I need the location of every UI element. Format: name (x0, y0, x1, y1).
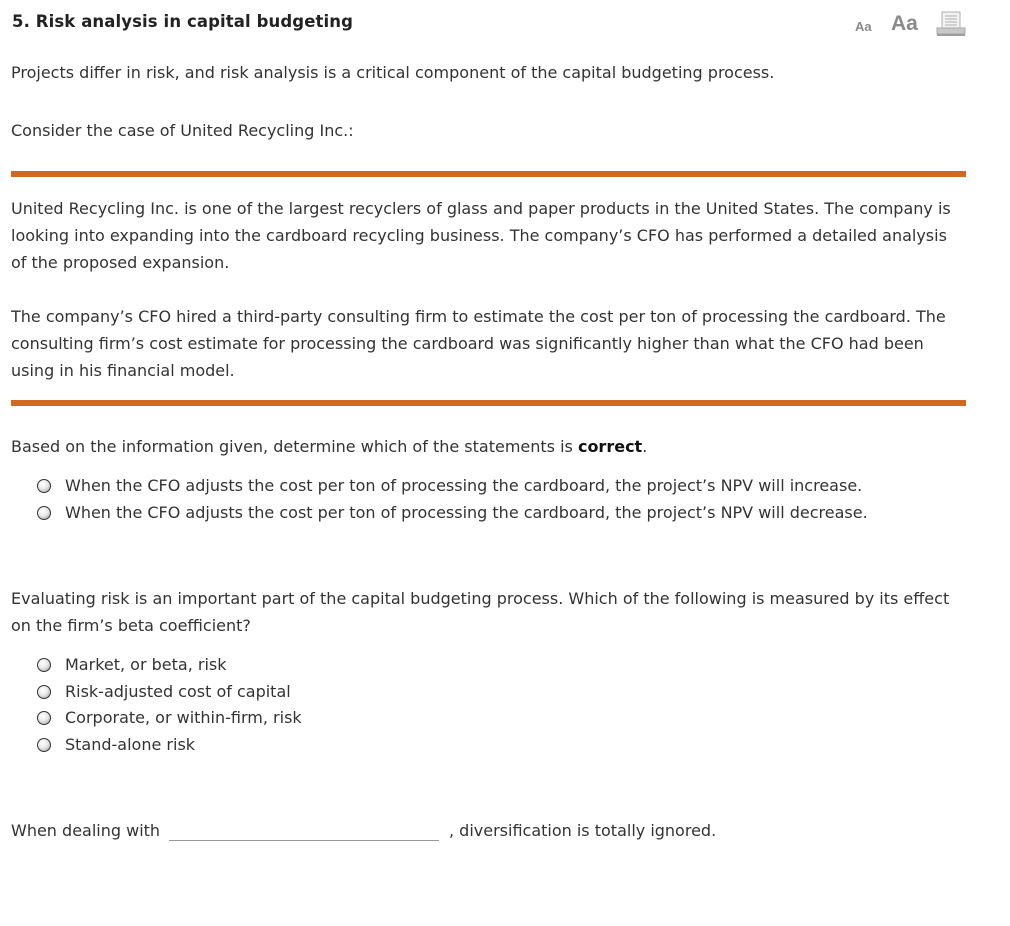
option-label: Stand-alone risk (65, 735, 196, 754)
question-2-prompt: Evaluating risk is an important part of the capital budgeting process. Which of the following is measured by its effect on the firm’s beta coefficient? (11, 589, 950, 635)
case-paragraph-1: United Recycling Inc. is one of the largest recyclers of glass and paper products in the United States. The company is looking into expanding into the cardboard recycling business. The company’s CFO has performed a detailed analysis of the proposed expansion. (11, 199, 951, 272)
q2-option-corporate-risk[interactable] (37, 708, 302, 728)
q1-option-increase[interactable] (37, 476, 862, 496)
font-size-increase-button[interactable]: Aa (891, 12, 918, 35)
blank-underline (169, 840, 439, 841)
question-1-prompt-end: . (642, 437, 648, 456)
question-1-prompt-text: Based on the information given, determine which of the statements is (11, 437, 578, 456)
option-label: When the CFO adjusts the cost per ton of processing the cardboard, the project’s NPV will increase. (65, 476, 863, 495)
question-1-prompt (11, 433, 963, 460)
question-1-emphasis: correct (577, 437, 643, 456)
divider-top (11, 171, 966, 177)
option-label: Risk-adjusted cost of capital (65, 682, 291, 701)
case-intro-text: Consider the case of United Recycling Inc.: (11, 121, 354, 140)
radio-button[interactable] (37, 685, 51, 699)
option-label: When the CFO adjusts the cost per ton of processing the cardboard, the project’s NPV will decrease. (65, 503, 868, 522)
case-paragraph-2: The company’s CFO hired a third-party consulting firm to estimate the cost per ton of processing the cardboard. The consulting firm’s cost estimate for processing the cardboard was significantly higher than what the CFO had been using in his financial model. (11, 307, 946, 380)
font-size-decrease-button[interactable]: Aa (855, 19, 872, 34)
q2-option-risk-adjusted[interactable] (37, 682, 291, 702)
radio-button[interactable] (37, 711, 51, 725)
print-icon[interactable] (936, 11, 966, 37)
intro-text: Projects differ in risk, and risk analysis is a critical component of the capital budgeting process. (11, 63, 775, 82)
q2-option-stand-alone[interactable] (37, 735, 195, 755)
radio-button[interactable] (37, 479, 51, 493)
option-label: Corporate, or within-firm, risk (65, 708, 302, 727)
q2-option-market-risk[interactable] (37, 655, 227, 675)
radio-button[interactable] (37, 506, 51, 520)
option-label: Market, or beta, risk (65, 655, 227, 674)
radio-button[interactable] (37, 738, 51, 752)
radio-button[interactable] (37, 658, 51, 672)
divider-bottom (11, 400, 966, 406)
page-title: 5. Risk analysis in capital budgeting (12, 12, 353, 31)
question-3-after: , diversification is totally ignored. (449, 821, 717, 840)
q1-option-decrease[interactable] (37, 503, 868, 523)
question-3-before: When dealing with (11, 821, 161, 840)
question-3-blank-input[interactable] (169, 818, 439, 840)
